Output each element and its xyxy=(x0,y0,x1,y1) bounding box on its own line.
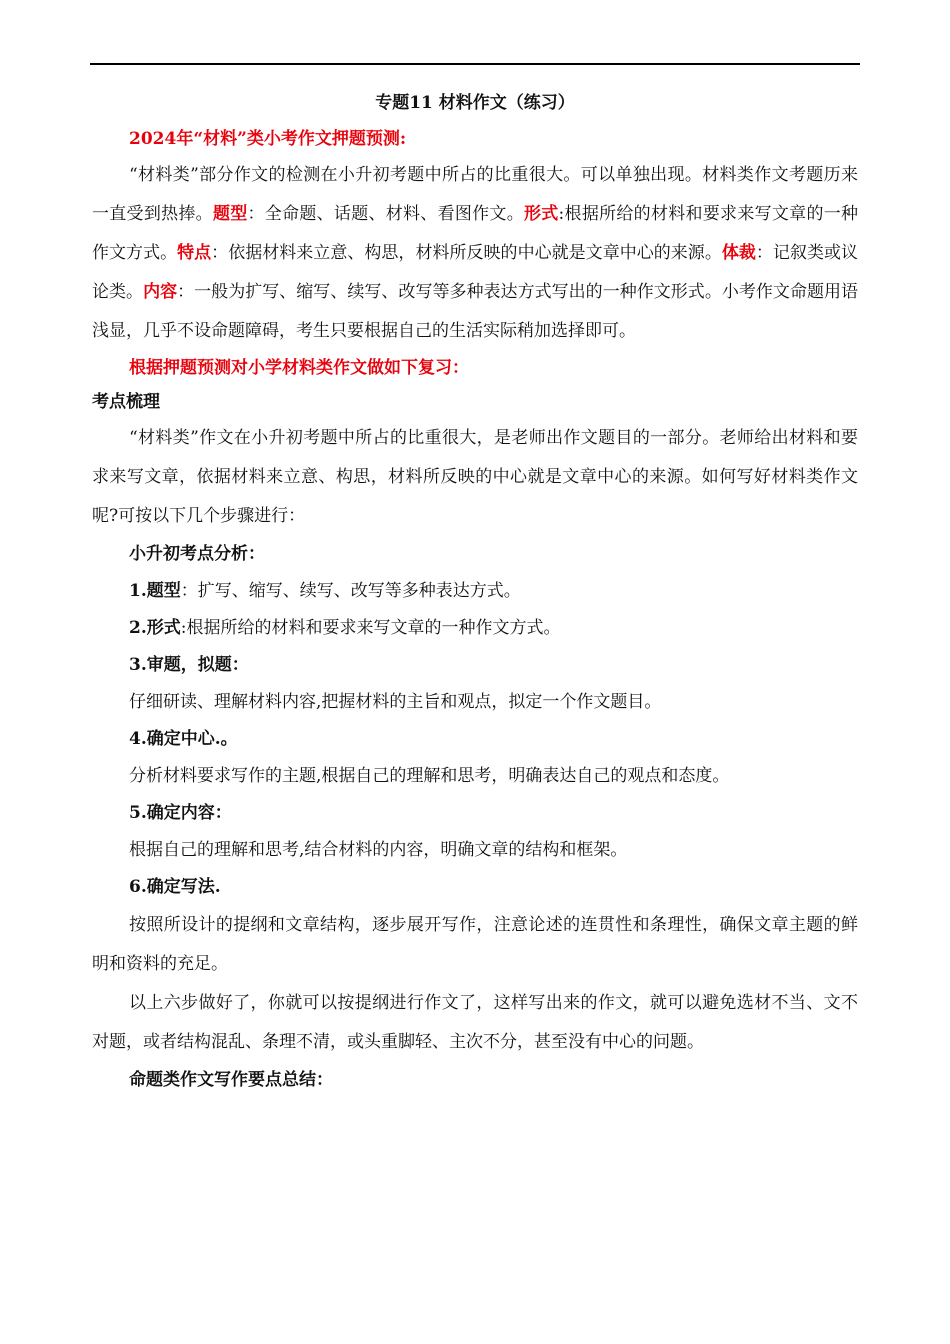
step-5-label: 5.确定内容： xyxy=(129,803,232,823)
step-3-text: 仔细研读、理解材料内容,把握材料的主旨和观点，拟定一个作文题目。 xyxy=(129,692,662,712)
text-form: :根据所给的材料和要求来写文章的一种作文方式。 xyxy=(92,204,859,263)
document-title: 专题11 材料作文（练习） xyxy=(375,93,575,113)
step-2 xyxy=(92,610,858,647)
review-heading: 根据押题预测对小学材料类作文做如下复习： xyxy=(129,358,469,378)
step-1 xyxy=(92,573,858,610)
section-heading: 考点梳理 xyxy=(92,392,160,412)
text-content: ：一般为扩写、缩写、续写、改写等多种表达方式写出的一种作文形式。小考作文命题用语浅显，几乎不设命题障碍，考生只要根据自己的生活实际稍加选择即可。 xyxy=(92,282,859,341)
step-5-text: 根据自己的理解和思考,结合材料的内容，明确文章的结构和框架。 xyxy=(129,840,628,860)
label-content: 内容 xyxy=(143,282,178,302)
header-rule xyxy=(90,63,860,65)
label-genre: 体裁 xyxy=(721,243,756,263)
step-6-text: 按照所设计的提纲和文章结构，逐步展开写作，注意论述的连贯性和条理性，确保文章主题的鲜明和资料的充足。 xyxy=(92,915,858,974)
label-form: 形式 xyxy=(523,204,559,224)
step-6-label: 6.确定写法. xyxy=(129,877,221,897)
section-paragraph: “材料类”作文在小升初考题中所占的比重很大，是老师出作文题目的一部分。老师给出材料和要求来写文章，依据材料来立意、构思，材料所反映的中心就是文章中心的来源。如何写好材料类作文呢?可按以下几个步骤进行： xyxy=(92,428,858,526)
label-type: 题型 xyxy=(212,204,248,224)
step-4-label: 4.确定中心.。 xyxy=(129,729,238,749)
step-4-text: 分析材料要求写作的主题,根据自己的理解和思考，明确表达自己的观点和态度。 xyxy=(129,766,730,786)
document-page xyxy=(92,88,858,1099)
intro-text: “材料类”部分作文的检测在小升初考题中所占的比重很大。可以单独出现。材料类作文考题历来一直受到热捧。 xyxy=(92,165,858,224)
step-2-text: :根据所给的材料和要求来写文章的一种作文方式。 xyxy=(180,618,561,638)
intro-paragraph xyxy=(92,156,858,351)
step-2-label: 2.形式 xyxy=(129,618,181,638)
step-1-text: ：扩写、缩写、续写、改写等多种表达方式。 xyxy=(180,581,521,601)
text-type: ：全命题、话题、材料、看图作文。 xyxy=(247,204,524,224)
step-1-label: 1.题型 xyxy=(129,581,181,601)
label-feature: 特点 xyxy=(177,243,212,263)
summary-heading: 命题类作文写作要点总结： xyxy=(129,1070,333,1090)
analysis-heading: 小升初考点分析： xyxy=(129,544,265,564)
step-3-label: 3.审题，拟题： xyxy=(129,655,249,675)
text-feature: ：依据材料来立意、构思，材料所反映的中心就是文章中心的来源。 xyxy=(211,243,722,263)
closing-paragraph: 以上六步做好了，你就可以按提纲进行作文了，这样写出来的作文，就可以避免选材不当、文不对题，或者结构混乱、条理不清，或头重脚轻、主次不分，甚至没有中心的问题。 xyxy=(92,993,858,1052)
text-genre: ：记叙类或议论类。 xyxy=(92,243,859,302)
prediction-heading: 2024年“材料”类小考作文押题预测: xyxy=(129,129,407,149)
